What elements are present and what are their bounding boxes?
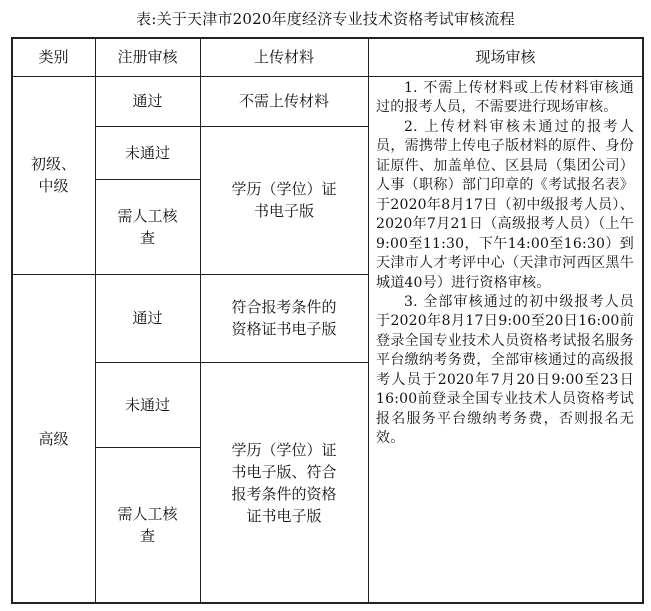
onsite-note: 3. 全部审核通过的初中级报考人员于2020年8月17日9:00至20日16:00前登录全国专业技术人员资格考试报名服务平台缴纳考务费，全部审核通过的高级报考人员于2020年7月20日9:00至23日16:00前登录全国专业技术人员资格考试报名服务平台缴纳考务费，否则报名无效。 [376, 293, 634, 447]
header-onsite: 现场审核 [475, 48, 536, 66]
category-senior: 高级 [38, 429, 69, 448]
header-materials: 上传材料 [253, 48, 314, 66]
row-divider [95, 362, 368, 363]
column-divider [95, 37, 96, 603]
table-border-bottom [12, 602, 643, 604]
registration-sr-fail: 未通过 [124, 395, 170, 414]
materials-sr-qualification: 符合报考条件的 资格证书电子版 [231, 298, 337, 338]
table-header-divider [12, 76, 643, 77]
group-divider [12, 274, 368, 275]
registration-sr-manual: 需人工核 查 [117, 505, 178, 545]
header-registration: 注册审核 [117, 48, 178, 66]
registration-jm-pass: 通过 [132, 92, 163, 110]
registration-jm-fail: 未通过 [124, 143, 170, 162]
registration-sr-pass: 通过 [132, 309, 163, 327]
onsite-note: 2. 上传材料审核未通过的报考人员，需携带上传电子版材料的原件、身份证原件、加盖单位、区县局（集团公司）人事（职称）部门印章的《考试报名表》于2020年8月17日（初中级报考人员）、2020年7月21日（高级报考人员）（上午9:00至11:30，下午14:00至16:30）到天津市人才考评中心（天津市河西区黑牛城道40号）进行资格审核。 [376, 118, 634, 291]
column-divider [368, 37, 369, 603]
row-divider [95, 179, 200, 180]
materials-sr-degree-qual: 学历（学位）证 书电子版、符合 报考条件的资格 证书电子版 [231, 440, 337, 525]
registration-jm-manual: 需人工核 查 [117, 206, 178, 247]
table-border-left [11, 37, 13, 604]
row-divider [95, 447, 200, 448]
column-divider [200, 37, 201, 603]
row-divider [95, 126, 368, 127]
category-junior-mid: 初级、 中级 [30, 155, 76, 195]
document-title: 表:关于天津市2020年度经济专业技术资格考试审核流程 [136, 10, 515, 28]
table-border-right [642, 37, 644, 604]
materials-jm-none: 不需上传材料 [238, 92, 329, 110]
table-border-top [12, 37, 643, 39]
onsite-note: 1. 不需上传材料或上传材料审核通过的报考人员，不需要进行现场审核。 [376, 80, 634, 116]
onsite-review-notes [376, 79, 634, 449]
header-category: 类别 [38, 48, 69, 66]
materials-jm-degree: 学历（学位）证 书电子版 [231, 180, 337, 220]
